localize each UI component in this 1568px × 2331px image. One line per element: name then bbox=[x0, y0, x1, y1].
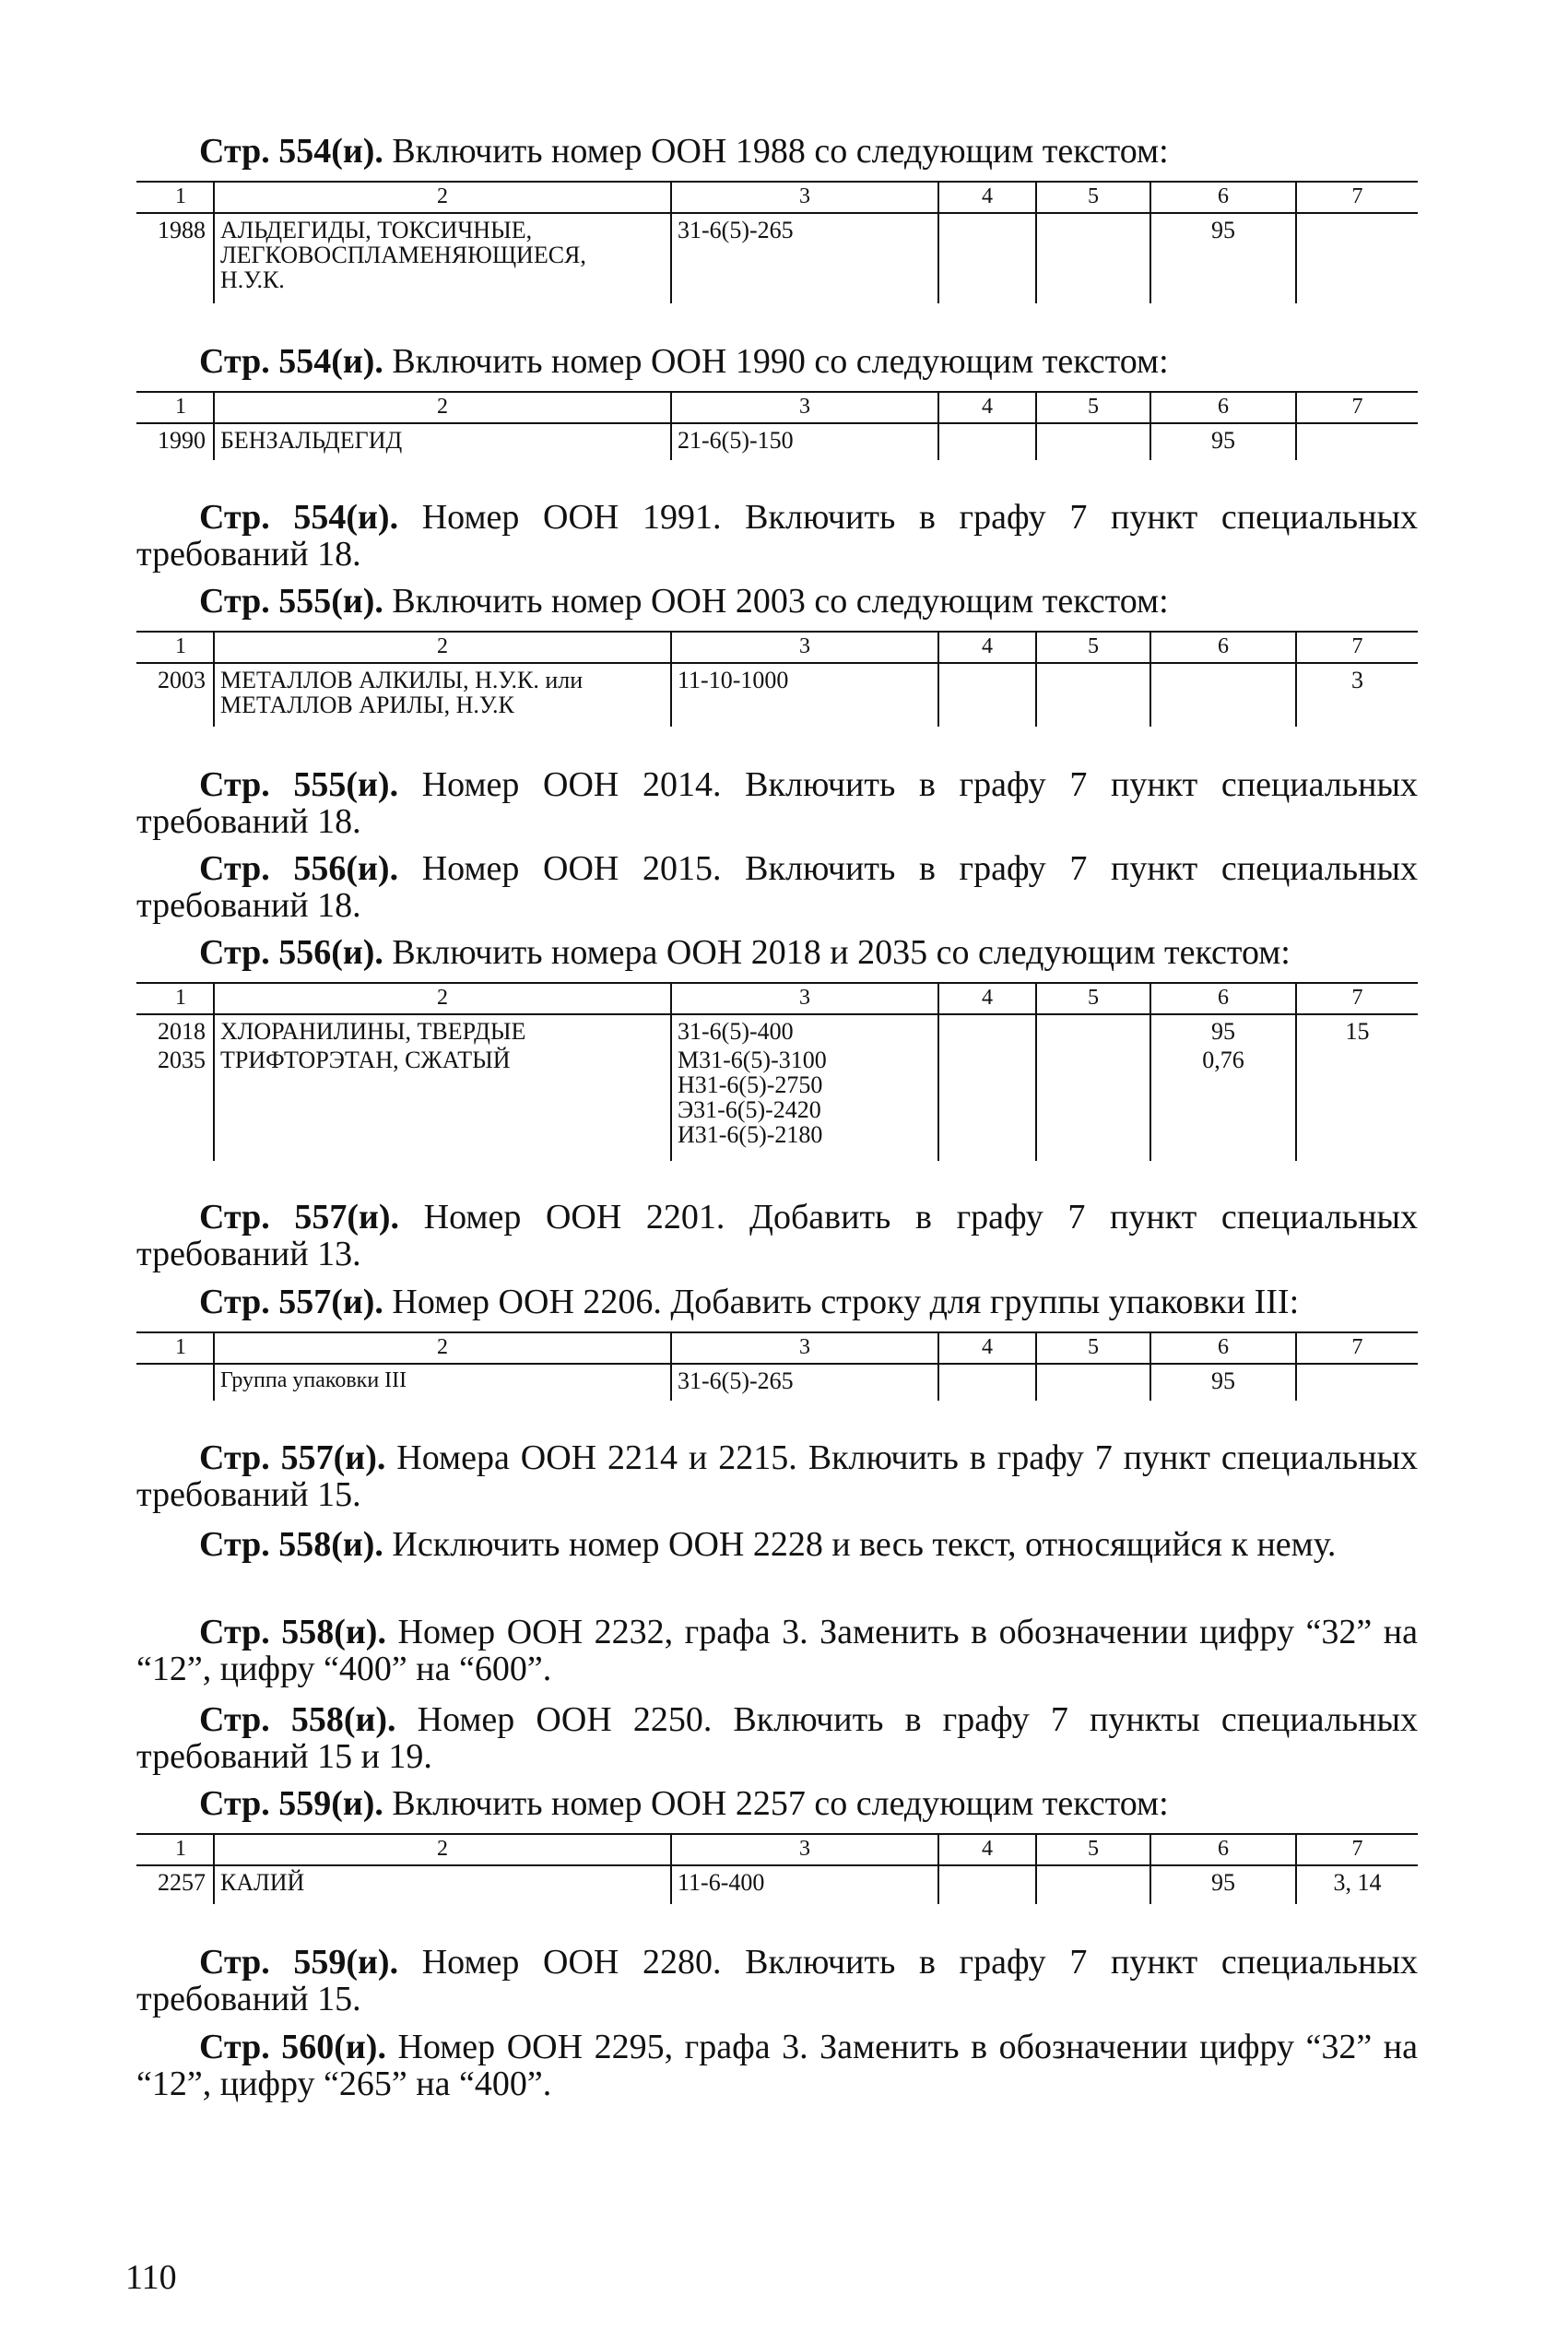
table-cell: АЛЬДЕГИДЫ, ТОКСИЧНЫЕ, ЛЕГКОВОСПЛАМЕНЯЮЩИЕСЯ, Н.У.К. bbox=[214, 213, 671, 303]
table-cell: 31-6(5)-400 bbox=[671, 1014, 938, 1044]
column-number: 7 bbox=[1296, 182, 1418, 213]
amendment-text: Номер ООН 2201. Добавить в графу 7 пункт специальных требований 13. bbox=[136, 1198, 1418, 1273]
amendment-text: Включить номер ООН 1990 со следующим текстом: bbox=[383, 342, 1169, 381]
table-cell bbox=[1036, 423, 1150, 460]
table-header-row bbox=[136, 983, 1418, 1014]
amendment-paragraph bbox=[136, 2029, 1418, 2102]
table-row bbox=[136, 1014, 1418, 1044]
amendment-paragraph bbox=[136, 499, 1418, 573]
page-reference: Стр. 557(и). bbox=[199, 1198, 400, 1236]
table-cell: 1988 bbox=[158, 217, 206, 243]
table-cell bbox=[938, 1044, 1036, 1161]
un-number-table bbox=[136, 181, 1418, 303]
column-number: 2 bbox=[214, 983, 671, 1014]
page-reference: Стр. 558(и). bbox=[199, 1700, 396, 1739]
table-cell: 11-10-1000 bbox=[671, 663, 938, 727]
table-header-row bbox=[136, 632, 1418, 663]
table-cell bbox=[1036, 1865, 1150, 1904]
column-number: 3 bbox=[671, 1332, 938, 1364]
column-number: 5 bbox=[1036, 983, 1150, 1014]
amendment-paragraph bbox=[136, 1284, 1418, 1320]
amendment-paragraph bbox=[136, 934, 1418, 971]
column-number: 5 bbox=[1036, 182, 1150, 213]
column-number: 4 bbox=[938, 1834, 1036, 1865]
amendment-paragraph bbox=[136, 1199, 1418, 1272]
amendment-text: Включить номер ООН 2257 со следующим текстом: bbox=[383, 1784, 1169, 1823]
table-cell: М31-6(5)-3100 Н31-6(5)-2750 Э31-6(5)-2420 И31-6(5)-2180 bbox=[671, 1044, 938, 1161]
table-cell: 2035 bbox=[158, 1047, 206, 1073]
un-number-table bbox=[136, 1833, 1418, 1904]
table-row bbox=[136, 423, 1418, 460]
table-cell: БЕНЗАЛЬДЕГИД bbox=[214, 423, 671, 460]
table-cell bbox=[938, 423, 1036, 460]
table-cell bbox=[938, 1364, 1036, 1401]
column-number: 3 bbox=[671, 632, 938, 663]
table-cell bbox=[1036, 663, 1150, 727]
column-number: 1 bbox=[136, 983, 214, 1014]
amendment-paragraph bbox=[136, 583, 1418, 620]
amendment-paragraph bbox=[136, 133, 1418, 170]
table-row bbox=[136, 663, 1418, 727]
page-reference: Стр. 554(и). bbox=[199, 342, 383, 381]
page-reference: Стр. 559(и). bbox=[199, 1784, 383, 1823]
table-row bbox=[136, 1364, 1418, 1401]
page-reference: Стр. 557(и). bbox=[199, 1283, 383, 1321]
page-reference: Стр. 556(и). bbox=[199, 849, 399, 888]
column-number: 1 bbox=[136, 632, 214, 663]
table-cell: 2018 bbox=[158, 1018, 206, 1045]
table-cell: 31-6(5)-265 bbox=[671, 1364, 938, 1401]
page-reference: Стр. 555(и). bbox=[199, 765, 399, 804]
amendment-text: Номер ООН 2206. Добавить строку для группы упаковки III: bbox=[383, 1283, 1300, 1321]
column-number: 7 bbox=[1296, 392, 1418, 423]
amendment-text: Номер ООН 2014. Включить в графу 7 пункт специальных требований 18. bbox=[136, 765, 1418, 841]
column-number: 7 bbox=[1296, 1834, 1418, 1865]
column-number: 3 bbox=[671, 983, 938, 1014]
column-number: 6 bbox=[1150, 392, 1296, 423]
column-number: 1 bbox=[136, 1332, 214, 1364]
amendment-paragraph bbox=[136, 343, 1418, 380]
table-header-row bbox=[136, 392, 1418, 423]
page-reference: Стр. 557(и). bbox=[199, 1438, 386, 1477]
column-number: 2 bbox=[214, 392, 671, 423]
table-cell bbox=[1036, 1044, 1150, 1161]
column-number: 7 bbox=[1296, 632, 1418, 663]
page-reference: Стр. 559(и). bbox=[199, 1943, 399, 1982]
column-number: 3 bbox=[671, 1834, 938, 1865]
page-reference: Стр. 555(и). bbox=[199, 582, 383, 621]
un-number-table bbox=[136, 982, 1418, 1161]
column-number: 6 bbox=[1150, 1834, 1296, 1865]
page-reference: Стр. 558(и). bbox=[199, 1525, 383, 1564]
amendment-paragraph bbox=[136, 1526, 1418, 1563]
table-cell bbox=[1036, 213, 1150, 303]
table-cell: 95 bbox=[1150, 1014, 1296, 1044]
page-reference: Стр. 558(и). bbox=[199, 1613, 386, 1651]
column-number: 4 bbox=[938, 983, 1036, 1014]
table-cell bbox=[1150, 663, 1296, 727]
column-number: 7 bbox=[1296, 983, 1418, 1014]
table-cell bbox=[938, 213, 1036, 303]
table-cell: 3, 14 bbox=[1296, 1865, 1418, 1904]
amendment-paragraph bbox=[136, 1944, 1418, 2017]
table-cell: ТРИФТОРЭТАН, СЖАТЫЙ bbox=[214, 1044, 671, 1161]
column-number: 6 bbox=[1150, 632, 1296, 663]
column-number: 4 bbox=[938, 1332, 1036, 1364]
amendment-paragraph bbox=[136, 1439, 1418, 1513]
column-number: 2 bbox=[214, 1332, 671, 1364]
table-cell bbox=[1296, 1044, 1418, 1161]
table-cell bbox=[938, 1014, 1036, 1044]
table-cell: ХЛОРАНИЛИНЫ, ТВЕРДЫЕ bbox=[214, 1014, 671, 1044]
column-number: 1 bbox=[136, 1834, 214, 1865]
table-row bbox=[136, 1044, 1418, 1161]
amendment-text: Номер ООН 2232, графа 3. Заменить в обозначении цифру “32” на “12”, цифру “400” на “600”. bbox=[136, 1613, 1418, 1688]
column-number: 2 bbox=[214, 632, 671, 663]
table-cell: 31-6(5)-265 bbox=[671, 213, 938, 303]
amendment-text: Исключить номер ООН 2228 и весь текст, относящийся к нему. bbox=[383, 1525, 1337, 1564]
table-cell bbox=[938, 663, 1036, 727]
amendment-text: Номер ООН 1991. Включить в графу 7 пункт специальных требований 18. bbox=[136, 498, 1418, 574]
amendment-text: Номер ООН 2015. Включить в графу 7 пункт специальных требований 18. bbox=[136, 849, 1418, 925]
page-reference: Стр. 556(и). bbox=[199, 933, 383, 972]
column-number: 1 bbox=[136, 182, 214, 213]
table-cell: КАЛИЙ bbox=[214, 1865, 671, 1904]
amendment-text: Включить номер ООН 1988 со следующим текстом: bbox=[383, 132, 1169, 171]
amendment-paragraph bbox=[136, 1785, 1418, 1822]
column-number: 3 bbox=[671, 182, 938, 213]
table-header-row bbox=[136, 1332, 1418, 1364]
column-number: 2 bbox=[214, 1834, 671, 1865]
amendment-text: Включить номера ООН 2018 и 2035 со следующим текстом: bbox=[383, 933, 1291, 972]
table-cell bbox=[1036, 1364, 1150, 1401]
table-cell: Группа упаковки III bbox=[214, 1364, 671, 1401]
amendment-paragraph bbox=[136, 1701, 1418, 1775]
table-cell bbox=[938, 1865, 1036, 1904]
table-cell bbox=[1296, 1364, 1418, 1401]
table-cell: 2257 bbox=[158, 1869, 206, 1896]
table-row bbox=[136, 213, 1418, 303]
table-cell: 95 bbox=[1150, 213, 1296, 303]
column-number: 1 bbox=[136, 392, 214, 423]
column-number: 6 bbox=[1150, 1332, 1296, 1364]
table-cell bbox=[1296, 213, 1418, 303]
amendment-text: Номер ООН 2250. Включить в графу 7 пункты специальных требований 15 и 19. bbox=[136, 1700, 1418, 1776]
un-number-table bbox=[136, 631, 1418, 727]
table-cell: 95 bbox=[1150, 423, 1296, 460]
table-cell: 21-6(5)-150 bbox=[671, 423, 938, 460]
column-number: 2 bbox=[214, 182, 671, 213]
column-number: 3 bbox=[671, 392, 938, 423]
table-cell: МЕТАЛЛОВ АЛКИЛЫ, Н.У.К. или МЕТАЛЛОВ АРИЛЫ, Н.У.К bbox=[214, 663, 671, 727]
table-cell bbox=[136, 1364, 214, 1401]
column-number: 5 bbox=[1036, 1834, 1150, 1865]
table-cell bbox=[1296, 423, 1418, 460]
amendment-text: Номера ООН 2214 и 2215. Включить в графу 7 пункт специальных требований 15. bbox=[136, 1438, 1418, 1514]
table-cell: 95 bbox=[1150, 1865, 1296, 1904]
amendment-paragraph bbox=[136, 766, 1418, 840]
table-cell: 3 bbox=[1296, 663, 1418, 727]
column-number: 7 bbox=[1296, 1332, 1418, 1364]
column-number: 6 bbox=[1150, 182, 1296, 213]
un-number-table bbox=[136, 391, 1418, 460]
amendment-text: Включить номер ООН 2003 со следующим текстом: bbox=[383, 582, 1169, 621]
table-cell: 1990 bbox=[158, 427, 206, 454]
amendment-text: Номер ООН 2295, графа 3. Заменить в обозначении цифру “32” на “12”, цифру “265” на “400”. bbox=[136, 2028, 1418, 2103]
amendment-paragraph bbox=[136, 850, 1418, 924]
column-number: 5 bbox=[1036, 632, 1150, 663]
table-cell: 15 bbox=[1296, 1014, 1418, 1044]
column-number: 6 bbox=[1150, 983, 1296, 1014]
column-number: 4 bbox=[938, 392, 1036, 423]
table-header-row bbox=[136, 1834, 1418, 1865]
column-number: 4 bbox=[938, 182, 1036, 213]
table-cell: 11-6-400 bbox=[671, 1865, 938, 1904]
table-cell bbox=[1036, 1014, 1150, 1044]
table-cell: 2003 bbox=[158, 667, 206, 693]
un-number-table bbox=[136, 1331, 1418, 1401]
column-number: 5 bbox=[1036, 1332, 1150, 1364]
column-number: 4 bbox=[938, 632, 1036, 663]
table-row bbox=[136, 1865, 1418, 1904]
table-cell: 95 bbox=[1150, 1364, 1296, 1401]
table-cell: 0,76 bbox=[1150, 1044, 1296, 1161]
column-number: 5 bbox=[1036, 392, 1150, 423]
amendment-text: Номер ООН 2280. Включить в графу 7 пункт специальных требований 15. bbox=[136, 1943, 1418, 2018]
table-header-row bbox=[136, 182, 1418, 213]
page-reference: Стр. 554(и). bbox=[199, 132, 383, 171]
page-reference: Стр. 560(и). bbox=[199, 2028, 386, 2066]
page-number: 110 bbox=[125, 2258, 177, 2297]
amendment-paragraph bbox=[136, 1614, 1418, 1687]
page-reference: Стр. 554(и). bbox=[199, 498, 399, 537]
